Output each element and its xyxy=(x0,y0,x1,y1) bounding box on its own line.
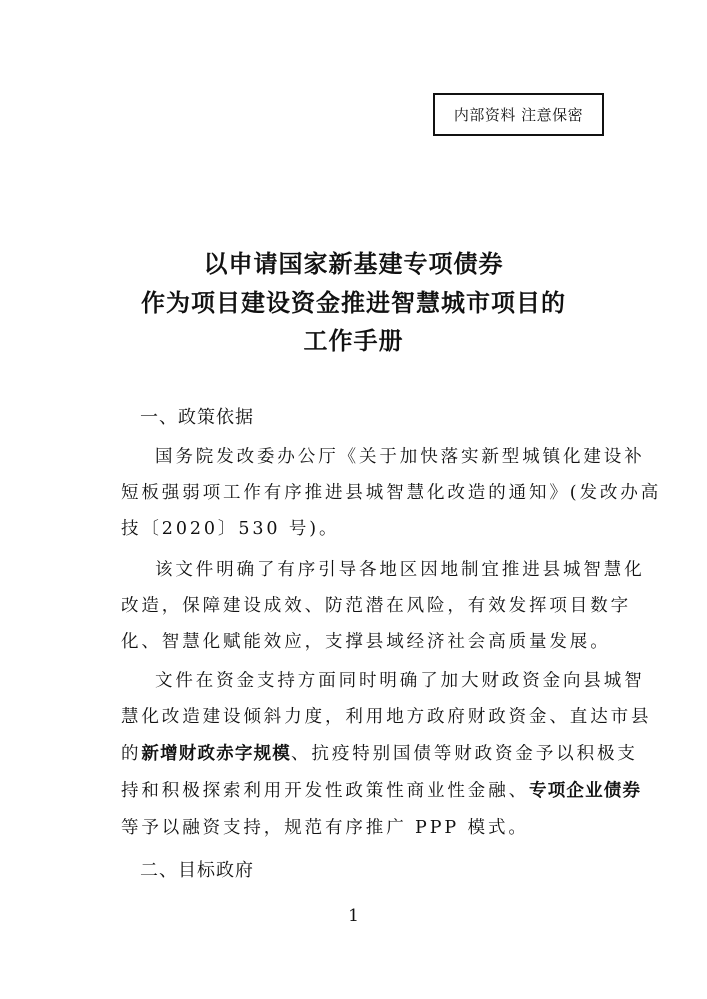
paragraph-line: 化、智慧化赋能效应，支撑县域经济社会高质量发展。 xyxy=(121,632,611,652)
emphasis-text: 新增财政赤字规模 xyxy=(141,744,292,764)
confidential-stamp: 内部资料 注意保密 xyxy=(433,93,604,136)
paragraph-line xyxy=(121,777,641,802)
emphasis-text: 专项企业债券 xyxy=(529,781,642,801)
paragraph-line: 慧化改造建设倾斜力度，利用地方政府财政资金、直达市县 xyxy=(121,707,652,727)
paragraph-line: 短板强弱项工作有序推进县城智慧化改造的通知》(发改办高 xyxy=(121,483,662,503)
document-title-line-2: 作为项目建设资金推进智慧城市项目的 xyxy=(141,289,566,317)
document-title-line-1: 以申请国家新基建专项债券 xyxy=(203,250,504,278)
paragraph-line: 技〔2020〕530 号)。 xyxy=(121,519,340,539)
page-number: 1 xyxy=(348,906,359,926)
paragraph-line: 文件在资金支持方面同时明确了加大财政资金向县城智 xyxy=(155,671,645,691)
paragraph-line: 改造，保障建设成效、防范潜在风险，有效发挥项目数字 xyxy=(121,596,631,616)
paragraph-line xyxy=(121,740,638,765)
paragraph-text: 持和积极探索利用开发性政策性商业性金融、 xyxy=(121,781,529,801)
paragraph-line: 等予以融资支持，规范有序推广 PPP 模式。 xyxy=(121,818,529,838)
document-title-line-3: 工作手册 xyxy=(303,327,404,355)
paragraph-line: 国务院发改委办公厅《关于加快落实新型城镇化建设补 xyxy=(155,447,645,467)
paragraph-text: 、抗疫特别国债等财政资金予以积极支 xyxy=(291,744,638,764)
section-heading-target-government: 二、目标政府 xyxy=(140,860,254,881)
paragraph-text: 的 xyxy=(121,744,142,764)
paragraph-line: 该文件明确了有序引导各地区因地制宜推进县城智慧化 xyxy=(155,560,645,580)
section-heading-policy-basis: 一、政策依据 xyxy=(140,407,254,428)
